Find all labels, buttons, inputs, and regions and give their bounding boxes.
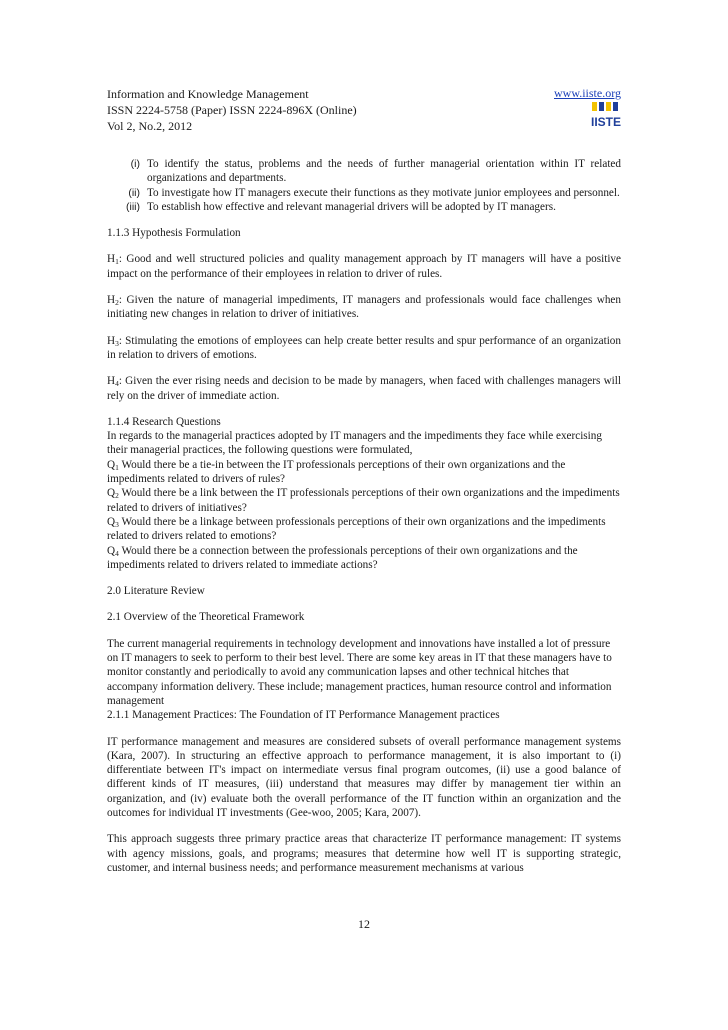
list-item: [107, 157, 621, 186]
svg-text:IISTE: IISTE: [590, 115, 622, 129]
research-heading: 1.1.4 Research Questions: [107, 415, 221, 428]
research-intro: In regards to the managerial practices adopted by IT managers and the impediments they face while exercising their managerial practices, the following questions were formulated,: [107, 430, 602, 457]
list-item-number: (ii): [128, 186, 140, 199]
objectives-list: [107, 157, 621, 214]
list-item-text: To establish how effective and relevant managerial drivers will be adopted by IT managers.: [147, 200, 556, 213]
journal-issn: ISSN 2224-5758 (Paper) ISSN 2224-896X (Online): [107, 103, 357, 117]
hypothesis-heading: 1.1.3 Hypothesis Formulation: [107, 227, 241, 240]
list-item-text: To identify the status, problems and the needs of further managerial orientation within IT related organizations and departments.: [147, 158, 621, 185]
hypothesis-2: $H_2$: Given the nature of managerial impediments, IT managers and professionals would face challenges when initiating new changes in relation to driver of initiatives.: [107, 294, 621, 321]
overview-paragraph: The current managerial requirements in technology development and innovations have installed a lot of pressure on IT managers to seek to perform to their best level. There are some key areas in IT that these managers have to monitor constantly and periodically to avoid any communication lapses and other technical hitches that accompany information delivery. These include; management practices, human resource control and information management: [107, 637, 612, 707]
article-body: [107, 157, 621, 875]
journal-url-link[interactable]: www.iiste.org: [554, 86, 621, 100]
list-item-number: (iii): [126, 200, 140, 213]
overview-heading: 2.1 Overview of the Theoretical Framework: [107, 611, 305, 624]
research-question-2: $Q_2$ Would there be a link between the IT professionals perceptions of their own organizations and the impediments related to drivers of initiatives?: [107, 487, 620, 514]
hypothesis-3: $H_3$: Stimulating the emotions of employees can help create better results and spur performance of an organization in relation to drivers of emotions.: [107, 334, 621, 361]
performance-paragraph: IT performance management and measures are considered subsets of overall performance management systems (Kara, 2007). In structuring an effective approach to performance management, it is also important to (i) differentiate between IT's impact on intermediate versus final program outcomes, (ii) use a good balance of different kinds of IT measures, (iii) understand that measures may differ by management tier within an organization, and (iv) evaluate both the overall performance of the IT function within an organization and the outcomes for individual IT investments (Gee-woo, 2005; Kara, 2007).: [107, 735, 621, 819]
literature-heading: 2.0 Literature Review: [107, 585, 205, 598]
journal-header: [107, 86, 357, 134]
list-item: [107, 200, 621, 214]
iiste-logo-icon: [589, 101, 623, 129]
list-item-number: (i): [130, 158, 140, 170]
research-question-4: $Q_4$ Would there be a connection between the professionals perceptions of their own organizations and the impediments related to drivers related to immediate actions?: [107, 544, 578, 571]
research-question-3: $Q_3$ Would there be a linkage between professionals perceptions of their own organizations and the impediments related to drivers related to emotions?: [107, 515, 606, 543]
list-item-text: To investigate how IT managers execute their functions as they motivate junior employees and personnel.: [147, 186, 620, 199]
page-number: 12: [358, 917, 370, 931]
journal-volume: Vol 2, No.2, 2012: [107, 119, 193, 133]
research-question-1: $Q_1$ Would there be a tie-in between the IT professionals perceptions of their own organizations and the impediments related to drivers of rules?: [107, 458, 566, 486]
management-heading: 2.1.1 Management Practices: The Foundation of IT Performance Management practices: [107, 709, 500, 722]
approach-paragraph: This approach suggests three primary practice areas that characterize IT performance management: IT systems with agency missions, goals, and programs; measures that determine how well IT is supporting strategic, customer, and internal business needs; and performance measurement mechanisms at various: [107, 833, 621, 874]
list-item: [107, 186, 621, 200]
journal-title: Information and Knowledge Management: [107, 87, 309, 101]
hypothesis-1: $H_1$: Good and well structured policies and quality management approach by IT managers will have a positive impact on the performance of their employees in relation to driver of rules.: [107, 253, 621, 280]
hypothesis-4: $H_4$: Given the ever rising needs and decision to be made by managers, when faced with challenges managers will rely on the driver of immediate action.: [107, 375, 621, 402]
